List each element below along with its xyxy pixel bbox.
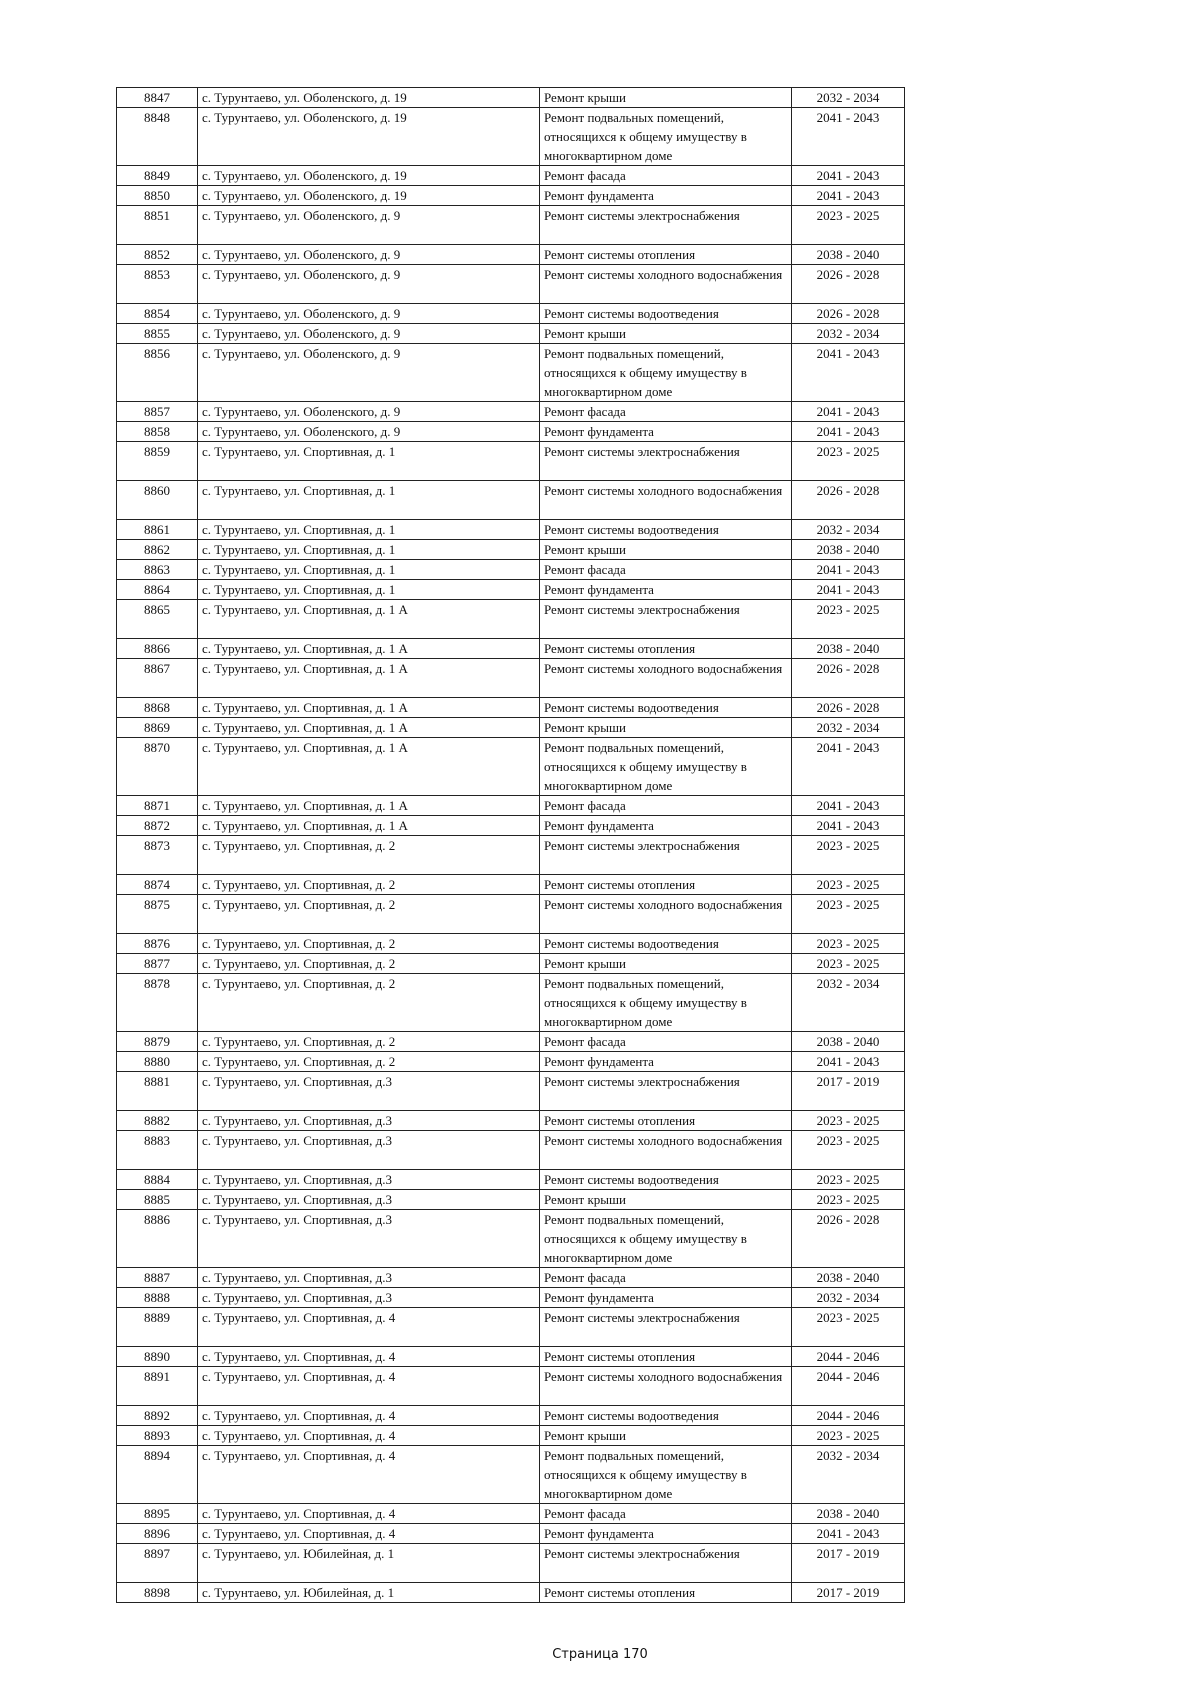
table-row: [117, 1131, 905, 1170]
row-work-type: Ремонт крыши: [540, 88, 792, 108]
table-row: [117, 1210, 905, 1268]
row-work-type: Ремонт системы водоотведения: [540, 1170, 792, 1190]
row-number: 8889: [117, 1308, 198, 1347]
row-work-type: Ремонт системы холодного водоснабжения: [540, 659, 792, 698]
row-period: 2032 - 2034: [792, 520, 905, 540]
row-work-type: Ремонт системы отопления: [540, 1111, 792, 1131]
table-row: [117, 1446, 905, 1504]
row-address: с. Турунтаево, ул. Спортивная, д.3: [198, 1190, 540, 1210]
row-address: с. Турунтаево, ул. Оболенского, д. 9: [198, 422, 540, 442]
row-address: с. Турунтаево, ул. Спортивная, д. 4: [198, 1347, 540, 1367]
row-work-type: Ремонт фундамента: [540, 816, 792, 836]
row-address: с. Турунтаево, ул. Спортивная, д. 4: [198, 1524, 540, 1544]
row-period: 2041 - 2043: [792, 1524, 905, 1544]
row-number: 8854: [117, 304, 198, 324]
row-work-type: Ремонт фундамента: [540, 1052, 792, 1072]
row-address: с. Турунтаево, ул. Оболенского, д. 9: [198, 324, 540, 344]
row-number: 8892: [117, 1406, 198, 1426]
row-address: с. Турунтаево, ул. Оболенского, д. 9: [198, 402, 540, 422]
row-work-type: Ремонт фасада: [540, 1032, 792, 1052]
table-row: [117, 895, 905, 934]
row-period: 2038 - 2040: [792, 540, 905, 560]
row-number: 8853: [117, 265, 198, 304]
table-row: [117, 934, 905, 954]
row-period: 2044 - 2046: [792, 1367, 905, 1406]
row-address: с. Турунтаево, ул. Спортивная, д. 1 А: [198, 796, 540, 816]
row-number: 8896: [117, 1524, 198, 1544]
row-period: 2023 - 2025: [792, 895, 905, 934]
row-number: 8880: [117, 1052, 198, 1072]
table-row: [117, 402, 905, 422]
row-number: 8877: [117, 954, 198, 974]
row-work-type: Ремонт системы холодного водоснабжения: [540, 265, 792, 304]
row-address: с. Турунтаево, ул. Спортивная, д.3: [198, 1072, 540, 1111]
row-period: 2023 - 2025: [792, 1426, 905, 1446]
table-row: [117, 816, 905, 836]
table-row: [117, 1504, 905, 1524]
row-address: с. Турунтаево, ул. Спортивная, д. 2: [198, 954, 540, 974]
table-row: [117, 875, 905, 895]
row-number: 8850: [117, 186, 198, 206]
row-address: с. Турунтаево, ул. Спортивная, д. 1: [198, 580, 540, 600]
table-row: [117, 1426, 905, 1446]
row-work-type: Ремонт системы отопления: [540, 245, 792, 265]
row-number: 8894: [117, 1446, 198, 1504]
row-number: 8866: [117, 639, 198, 659]
table-row: [117, 1072, 905, 1111]
row-address: с. Турунтаево, ул. Спортивная, д. 2: [198, 895, 540, 934]
row-number: 8874: [117, 875, 198, 895]
table-row: [117, 481, 905, 520]
repair-schedule-table: [116, 87, 905, 1603]
row-number: 8851: [117, 206, 198, 245]
table-row: [117, 718, 905, 738]
table-row: [117, 304, 905, 324]
row-number: 8876: [117, 934, 198, 954]
row-period: 2023 - 2025: [792, 206, 905, 245]
row-address: с. Турунтаево, ул. Оболенского, д. 19: [198, 186, 540, 206]
row-address: с. Турунтаево, ул. Спортивная, д. 1 А: [198, 816, 540, 836]
row-period: 2038 - 2040: [792, 1032, 905, 1052]
page-number: Страница 170: [552, 1647, 648, 1662]
row-period: 2023 - 2025: [792, 954, 905, 974]
row-work-type: Ремонт крыши: [540, 954, 792, 974]
row-address: с. Турунтаево, ул. Оболенского, д. 19: [198, 166, 540, 186]
row-number: 8847: [117, 88, 198, 108]
row-period: 2032 - 2034: [792, 88, 905, 108]
row-period: 2023 - 2025: [792, 934, 905, 954]
row-period: 2023 - 2025: [792, 1190, 905, 1210]
row-address: с. Турунтаево, ул. Спортивная, д. 2: [198, 1052, 540, 1072]
row-number: 8870: [117, 738, 198, 796]
row-work-type: Ремонт крыши: [540, 1426, 792, 1446]
row-work-type: Ремонт фасада: [540, 166, 792, 186]
table-row: [117, 698, 905, 718]
row-work-type: Ремонт фундамента: [540, 1288, 792, 1308]
row-address: с. Турунтаево, ул. Спортивная, д. 2: [198, 974, 540, 1032]
row-number: 8865: [117, 600, 198, 639]
row-address: с. Турунтаево, ул. Спортивная, д. 1: [198, 520, 540, 540]
row-period: 2026 - 2028: [792, 698, 905, 718]
table-row: [117, 1367, 905, 1406]
table-row: [117, 1544, 905, 1583]
row-address: с. Турунтаево, ул. Спортивная, д. 2: [198, 836, 540, 875]
row-address: с. Турунтаево, ул. Спортивная, д. 1: [198, 442, 540, 481]
row-number: 8848: [117, 108, 198, 166]
row-number: 8893: [117, 1426, 198, 1446]
row-address: с. Турунтаево, ул. Спортивная, д. 2: [198, 1032, 540, 1052]
row-work-type: Ремонт подвальных помещений, относящихся к общему имуществу в многоквартирном доме: [540, 1446, 792, 1504]
row-number: 8862: [117, 540, 198, 560]
table-body: [117, 88, 905, 1603]
row-number: 8855: [117, 324, 198, 344]
row-period: 2026 - 2028: [792, 265, 905, 304]
row-number: 8895: [117, 1504, 198, 1524]
row-work-type: Ремонт системы водоотведения: [540, 934, 792, 954]
table-row: [117, 88, 905, 108]
table-row: [117, 520, 905, 540]
table-row: [117, 796, 905, 816]
row-period: 2041 - 2043: [792, 796, 905, 816]
row-period: 2041 - 2043: [792, 1052, 905, 1072]
row-work-type: Ремонт крыши: [540, 718, 792, 738]
row-period: 2017 - 2019: [792, 1544, 905, 1583]
row-number: 8849: [117, 166, 198, 186]
row-number: 8867: [117, 659, 198, 698]
row-work-type: Ремонт системы отопления: [540, 1347, 792, 1367]
row-work-type: Ремонт фасада: [540, 796, 792, 816]
row-period: 2017 - 2019: [792, 1583, 905, 1603]
row-address: с. Турунтаево, ул. Юбилейная, д. 1: [198, 1583, 540, 1603]
row-period: 2017 - 2019: [792, 1072, 905, 1111]
row-address: с. Турунтаево, ул. Спортивная, д.3: [198, 1131, 540, 1170]
row-period: 2041 - 2043: [792, 402, 905, 422]
row-number: 8859: [117, 442, 198, 481]
row-work-type: Ремонт системы холодного водоснабжения: [540, 1367, 792, 1406]
table-row: [117, 639, 905, 659]
row-address: с. Турунтаево, ул. Спортивная, д. 1 А: [198, 600, 540, 639]
row-work-type: Ремонт подвальных помещений, относящихся к общему имуществу в многоквартирном доме: [540, 344, 792, 402]
row-period: 2038 - 2040: [792, 1268, 905, 1288]
row-number: 8861: [117, 520, 198, 540]
repair-schedule-table-wrap: [116, 87, 904, 1603]
table-row: [117, 324, 905, 344]
table-row: [117, 1308, 905, 1347]
row-period: 2023 - 2025: [792, 1131, 905, 1170]
row-work-type: Ремонт системы отопления: [540, 875, 792, 895]
row-period: 2032 - 2034: [792, 324, 905, 344]
row-period: 2041 - 2043: [792, 422, 905, 442]
row-period: 2041 - 2043: [792, 816, 905, 836]
table-row: [117, 580, 905, 600]
table-row: [117, 836, 905, 875]
row-address: с. Турунтаево, ул. Спортивная, д. 4: [198, 1504, 540, 1524]
table-row: [117, 1406, 905, 1426]
row-address: с. Турунтаево, ул. Спортивная, д. 4: [198, 1426, 540, 1446]
row-period: 2041 - 2043: [792, 166, 905, 186]
table-row: [117, 954, 905, 974]
row-period: 2023 - 2025: [792, 836, 905, 875]
row-number: 8897: [117, 1544, 198, 1583]
row-address: с. Турунтаево, ул. Спортивная, д. 1 А: [198, 639, 540, 659]
row-period: 2023 - 2025: [792, 1111, 905, 1131]
table-row: [117, 738, 905, 796]
row-work-type: Ремонт системы электроснабжения: [540, 1072, 792, 1111]
row-number: 8856: [117, 344, 198, 402]
table-row: [117, 108, 905, 166]
row-period: 2032 - 2034: [792, 974, 905, 1032]
row-number: 8890: [117, 1347, 198, 1367]
table-row: [117, 1170, 905, 1190]
row-work-type: Ремонт фасада: [540, 1504, 792, 1524]
row-work-type: Ремонт фасада: [540, 1268, 792, 1288]
row-number: 8858: [117, 422, 198, 442]
row-work-type: Ремонт фундамента: [540, 186, 792, 206]
row-address: с. Турунтаево, ул. Спортивная, д. 4: [198, 1406, 540, 1426]
row-work-type: Ремонт системы холодного водоснабжения: [540, 481, 792, 520]
row-period: 2038 - 2040: [792, 245, 905, 265]
table-row: [117, 659, 905, 698]
row-work-type: Ремонт крыши: [540, 1190, 792, 1210]
row-address: с. Турунтаево, ул. Спортивная, д. 1 А: [198, 718, 540, 738]
row-address: с. Турунтаево, ул. Оболенского, д. 19: [198, 108, 540, 166]
row-period: 2041 - 2043: [792, 560, 905, 580]
row-address: с. Турунтаево, ул. Оболенского, д. 9: [198, 245, 540, 265]
table-row: [117, 1268, 905, 1288]
row-period: 2032 - 2034: [792, 718, 905, 738]
row-work-type: Ремонт системы электроснабжения: [540, 836, 792, 875]
table-row: [117, 1032, 905, 1052]
row-work-type: Ремонт системы водоотведения: [540, 1406, 792, 1426]
row-work-type: Ремонт системы электроснабжения: [540, 442, 792, 481]
row-period: 2038 - 2040: [792, 639, 905, 659]
row-period: 2041 - 2043: [792, 108, 905, 166]
table-row: [117, 1288, 905, 1308]
row-period: 2026 - 2028: [792, 659, 905, 698]
table-row: [117, 600, 905, 639]
row-work-type: Ремонт системы водоотведения: [540, 698, 792, 718]
row-period: 2032 - 2034: [792, 1288, 905, 1308]
table-row: [117, 344, 905, 402]
row-period: 2023 - 2025: [792, 442, 905, 481]
table-row: [117, 166, 905, 186]
row-address: с. Турунтаево, ул. Юбилейная, д. 1: [198, 1544, 540, 1583]
row-work-type: Ремонт системы электроснабжения: [540, 1544, 792, 1583]
row-work-type: Ремонт системы отопления: [540, 1583, 792, 1603]
row-number: 8860: [117, 481, 198, 520]
row-address: с. Турунтаево, ул. Спортивная, д. 1 А: [198, 659, 540, 698]
table-row: [117, 442, 905, 481]
table-row: [117, 974, 905, 1032]
row-number: 8864: [117, 580, 198, 600]
row-period: 2026 - 2028: [792, 304, 905, 324]
row-number: 8883: [117, 1131, 198, 1170]
row-address: с. Турунтаево, ул. Спортивная, д. 1: [198, 560, 540, 580]
row-address: с. Турунтаево, ул. Спортивная, д. 4: [198, 1367, 540, 1406]
row-number: 8878: [117, 974, 198, 1032]
row-period: 2026 - 2028: [792, 1210, 905, 1268]
row-number: 8886: [117, 1210, 198, 1268]
row-address: с. Турунтаево, ул. Спортивная, д.3: [198, 1288, 540, 1308]
row-address: с. Турунтаево, ул. Спортивная, д. 1: [198, 540, 540, 560]
row-period: 2044 - 2046: [792, 1347, 905, 1367]
row-address: с. Турунтаево, ул. Спортивная, д.3: [198, 1268, 540, 1288]
table-row: [117, 265, 905, 304]
row-work-type: Ремонт фасада: [540, 560, 792, 580]
row-number: 8869: [117, 718, 198, 738]
table-row: [117, 1190, 905, 1210]
row-work-type: Ремонт системы холодного водоснабжения: [540, 895, 792, 934]
row-work-type: Ремонт фундамента: [540, 422, 792, 442]
row-address: с. Турунтаево, ул. Оболенского, д. 19: [198, 88, 540, 108]
row-address: с. Турунтаево, ул. Спортивная, д. 1 А: [198, 738, 540, 796]
table-row: [117, 1524, 905, 1544]
row-period: 2032 - 2034: [792, 1446, 905, 1504]
row-number: 8875: [117, 895, 198, 934]
row-period: 2041 - 2043: [792, 344, 905, 402]
row-work-type: Ремонт системы электроснабжения: [540, 206, 792, 245]
row-work-type: Ремонт системы отопления: [540, 639, 792, 659]
row-number: 8888: [117, 1288, 198, 1308]
table-row: [117, 1583, 905, 1603]
row-number: 8891: [117, 1367, 198, 1406]
row-period: 2038 - 2040: [792, 1504, 905, 1524]
row-work-type: Ремонт подвальных помещений, относящихся к общему имуществу в многоквартирном доме: [540, 738, 792, 796]
row-address: с. Турунтаево, ул. Спортивная, д.3: [198, 1170, 540, 1190]
row-work-type: Ремонт системы водоотведения: [540, 304, 792, 324]
row-address: с. Турунтаево, ул. Спортивная, д. 4: [198, 1308, 540, 1347]
row-period: 2023 - 2025: [792, 1308, 905, 1347]
row-address: с. Турунтаево, ул. Оболенского, д. 9: [198, 265, 540, 304]
row-work-type: Ремонт подвальных помещений, относящихся к общему имуществу в многоквартирном доме: [540, 108, 792, 166]
row-address: с. Турунтаево, ул. Спортивная, д.3: [198, 1210, 540, 1268]
row-address: с. Турунтаево, ул. Оболенского, д. 9: [198, 344, 540, 402]
row-work-type: Ремонт крыши: [540, 540, 792, 560]
row-address: с. Турунтаево, ул. Оболенского, д. 9: [198, 304, 540, 324]
row-work-type: Ремонт системы электроснабжения: [540, 1308, 792, 1347]
table-row: [117, 245, 905, 265]
row-work-type: Ремонт фасада: [540, 402, 792, 422]
row-period: 2023 - 2025: [792, 1170, 905, 1190]
row-number: 8852: [117, 245, 198, 265]
table-row: [117, 560, 905, 580]
table-row: [117, 206, 905, 245]
table-row: [117, 1052, 905, 1072]
row-work-type: Ремонт подвальных помещений, относящихся к общему имуществу в многоквартирном доме: [540, 1210, 792, 1268]
row-address: с. Турунтаево, ул. Спортивная, д. 1 А: [198, 698, 540, 718]
row-number: 8857: [117, 402, 198, 422]
row-work-type: Ремонт системы водоотведения: [540, 520, 792, 540]
row-number: 8868: [117, 698, 198, 718]
row-address: с. Турунтаево, ул. Спортивная, д. 1: [198, 481, 540, 520]
row-work-type: Ремонт фундамента: [540, 1524, 792, 1544]
row-number: 8885: [117, 1190, 198, 1210]
row-address: с. Турунтаево, ул. Спортивная, д.3: [198, 1111, 540, 1131]
row-number: 8884: [117, 1170, 198, 1190]
table-row: [117, 422, 905, 442]
row-number: 8879: [117, 1032, 198, 1052]
table-row: [117, 1347, 905, 1367]
row-period: 2041 - 2043: [792, 186, 905, 206]
row-number: 8898: [117, 1583, 198, 1603]
row-work-type: Ремонт системы холодного водоснабжения: [540, 1131, 792, 1170]
row-period: 2041 - 2043: [792, 580, 905, 600]
table-row: [117, 540, 905, 560]
table-row: [117, 1111, 905, 1131]
row-address: с. Турунтаево, ул. Оболенского, д. 9: [198, 206, 540, 245]
row-number: 8872: [117, 816, 198, 836]
row-period: 2023 - 2025: [792, 600, 905, 639]
row-number: 8871: [117, 796, 198, 816]
row-address: с. Турунтаево, ул. Спортивная, д. 2: [198, 875, 540, 895]
row-work-type: Ремонт фундамента: [540, 580, 792, 600]
row-work-type: Ремонт крыши: [540, 324, 792, 344]
row-address: с. Турунтаево, ул. Спортивная, д. 2: [198, 934, 540, 954]
row-number: 8882: [117, 1111, 198, 1131]
row-work-type: Ремонт системы электроснабжения: [540, 600, 792, 639]
row-number: 8887: [117, 1268, 198, 1288]
row-period: 2044 - 2046: [792, 1406, 905, 1426]
row-address: с. Турунтаево, ул. Спортивная, д. 4: [198, 1446, 540, 1504]
row-number: 8863: [117, 560, 198, 580]
table-row: [117, 186, 905, 206]
row-period: 2026 - 2028: [792, 481, 905, 520]
row-number: 8881: [117, 1072, 198, 1111]
row-number: 8873: [117, 836, 198, 875]
row-work-type: Ремонт подвальных помещений, относящихся к общему имуществу в многоквартирном доме: [540, 974, 792, 1032]
row-period: 2041 - 2043: [792, 738, 905, 796]
row-period: 2023 - 2025: [792, 875, 905, 895]
